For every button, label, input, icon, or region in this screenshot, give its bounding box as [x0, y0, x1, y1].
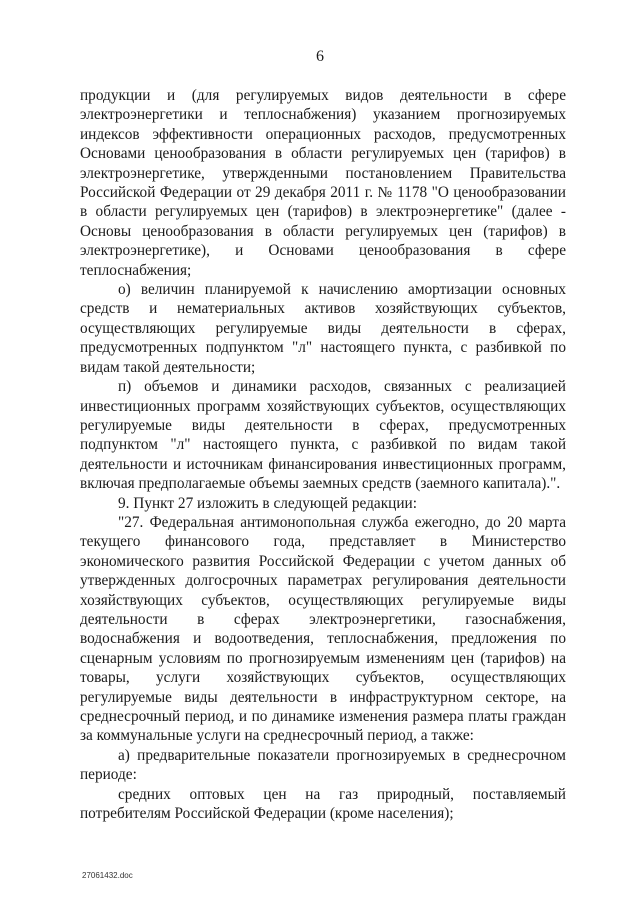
paragraph-item-o: о) величин планируемой к начислению амортизации основных средств и нематериальных активов хозяйствующих субъектов, осуществляющих регулируемые виды деятельности в сферах, предусмотренных подпунктом "л" настоящего пункта, с разбивкой по видам такой деятельности; — [80, 281, 566, 376]
paragraph-item-9: 9. Пункт 27 изложить в следующей редакции: — [118, 494, 417, 512]
document-body — [80, 86, 566, 823]
page-number: 6 — [316, 48, 324, 65]
paragraph-item-p: п) объемов и динамики расходов, связанных с реализацией инвестиционных программ хозяйствующих субъектов, осуществляющих регулируемые виды деятельности в сферах, предусмотренных подпунктом "л" настоящего пункта, с разбивкой по видам такой деятельности и источникам финансирования инвестиционных программ, включая предполагаемые объемы заемных средств (заемного капитала).". — [80, 378, 566, 493]
file-name-footer: 27061432.doc — [82, 871, 133, 880]
paragraph-gas-prices: средних оптовых цен на газ природный, поставляемый потребителям Российской Федерации (кроме населения); — [80, 785, 566, 823]
paragraph-continuation: продукции и (для регулируемых видов деятельности в сфере электроэнергетики и теплоснабжения) указанием прогнозируемых индексов эффективности операционных расходов, предусмотренных Основами ценообразования в области регулируемых цен (тарифов) в электроэнергетике, утвержденными постановлением Правительства Российской Федерации от 29 декабря 2011 г. № 1178 "О ценообразовании в области регулируемых цен (тарифов) в электроэнергетике" (далее - Основы ценообразования в области регулируемых цен (тарифов) в электроэнергетике), и Основами ценообразования в сфере теплоснабжения; — [80, 87, 566, 279]
paragraph-clause-27: "27. Федеральная антимонопольная служба ежегодно, до 20 марта текущего финансового года, представляет в Министерство экономического развития Российской Федерации с учетом данных об утвержденных долгосрочных параметрах регулирования деятельности хозяйствующих субъектов, осуществляющих регулируемые виды деятельности в сферах электроэнергетики, газоснабжения, водоснабжения и водоотведения, теплоснабжения, предложения по сценарным условиям по прогнозируемым изменениям цен (тарифов) на товары, услуги хозяйствующих субъектов, осуществляющих регулируемые виды деятельности в инфраструктурном секторе, на среднесрочный период, и по динамике изменения размера платы граждан за коммунальные услуги на среднесрочный период, а также: — [80, 513, 566, 745]
paragraph-item-a: а) предварительные показатели прогнозируемых в среднесрочном периоде: — [80, 746, 566, 784]
